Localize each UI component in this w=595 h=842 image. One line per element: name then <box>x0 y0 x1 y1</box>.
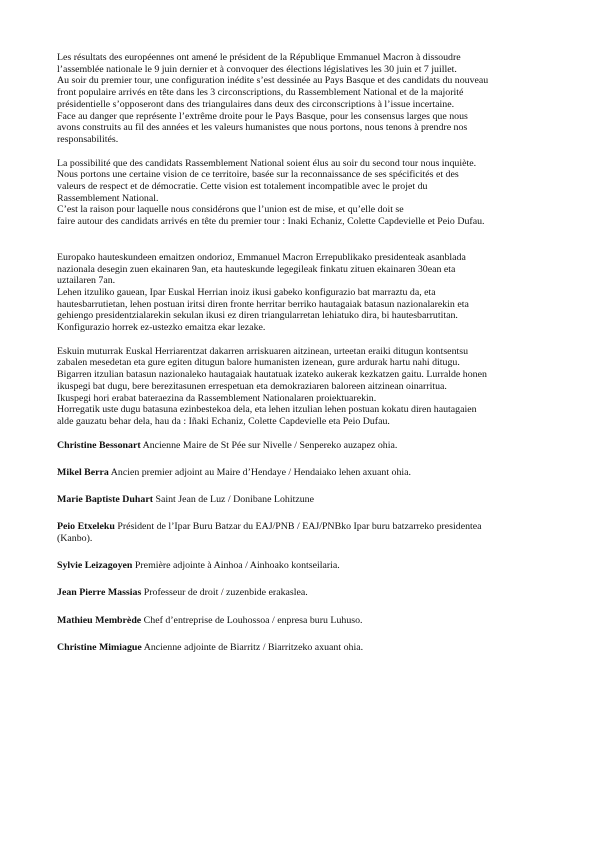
text-line: Lehen itzuliko gauean, Ipar Euskal Herrian inoiz ikusi gabeko konfigurazio bat marraztu da, eta <box>57 286 436 298</box>
signatory-name: Marie Baptiste Duhart <box>57 494 153 506</box>
text-line: avons construits au fil des années et les valeurs humanistes que nous portons, nous tenons à prendre nos <box>57 122 468 134</box>
text-line: Ikuspegi hori erabat bateraezina da Rassemblement Nationalaren proiektuarekin. <box>57 392 377 404</box>
text-line: nazionala desegin zuen ekainaren 9an, eta hauteskunde legegileak finkatu zituen ekainaren 30ean eta <box>57 263 456 275</box>
eu-paragraph-2 <box>57 346 545 428</box>
text-line: ikuspegi bat dugu, bere berezitasunen errespetuan eta demokraziaren baloreen aitzinean oinarritua. <box>57 380 447 392</box>
text-line: l’assemblée nationale le 9 juin dernier et à convoquer des élections législatives les 30 juin et 7 juillet. <box>57 63 457 75</box>
signatory-role: Ancienne Maire de St Pée sur Nivelle / Senpereko auzapez ohia. <box>140 439 398 451</box>
signatory-role: Professeur de droit / zuzenbide erakaslea. <box>141 587 308 599</box>
signatory-role: Ancien premier adjoint au Maire d’Hendaye / Hendaiako lehen axuant ohia. <box>108 466 411 478</box>
signatory-name: Sylvie Leizagoyen <box>57 560 133 572</box>
signatory <box>57 560 545 572</box>
signatory-role-continued: (Kanbo). <box>57 533 93 544</box>
signatory-role: Chef d’entreprise de Louhossoa / enpresa buru Luhuso. <box>141 614 363 626</box>
signatories-list <box>57 440 545 654</box>
fr-paragraph-2 <box>57 158 545 228</box>
text-line: Eskuin muturrak Euskal Herriarentzat dakarren arriskuaren aitzinean, urteetan eraiki ditugun kontsentsu <box>57 345 469 357</box>
paragraph-spacer <box>57 146 545 158</box>
text-line: La possibilité que des candidats Rassemblement National soient élus au soir du second tour nous inquiète. <box>57 157 477 169</box>
text-line: valeurs de respect et de démocratie. Cette vision est totalement incompatible avec le projet du <box>57 181 428 193</box>
text-line: présidentielle s’opposeront dans des triangulaires dans deux des circonscriptions à l’issue incertaine. <box>57 98 455 110</box>
signatory-name: Mikel Berra <box>57 466 109 478</box>
text-line: alde gauzatu behar dela, hau da : Iñaki Echaniz, Colette Capdevielle eta Peio Dufau. <box>57 415 390 427</box>
text-line: Bigarren itzulian batasun nazionaleko hautagaiak hautatuak izateko aukerak kezkatzen gaitu. Lurralde honen <box>57 369 487 381</box>
text-line: faire autour des candidats arrivés en tête du premier tour : Inaki Echaniz, Colette Capdevielle et Peio Dufau. <box>57 216 485 228</box>
signatory <box>57 521 545 544</box>
text-line: Les résultats des européennes ont amené le président de la République Emmanuel Macron à dissoudre <box>57 52 461 63</box>
signatory-role: Saint Jean de Luz / Donibane Lohitzune <box>153 494 314 506</box>
signatory <box>57 494 545 506</box>
text-line: front populaire arrivés en tête dans les 3 circonscriptions, du Rassemblement National et de la majorité <box>57 87 464 99</box>
text-line: Rassemblement National. <box>57 192 159 204</box>
signatory-name: Jean Pierre Massias <box>57 587 142 599</box>
text-line: zabalen mesedetan eta gure egiten ditugun balore humanisten izenean, gure ardurak hartu nahi ditugu. <box>57 357 460 369</box>
text-line: Europako hauteskundeen emaitzen ondorioz, Emmanuel Macron Errepublikako presidenteak asanblada <box>57 251 466 263</box>
text-line: Au soir du premier tour, une configuration inédite s’est dessinée au Pays Basque et des candidats du nouveau <box>57 75 489 87</box>
eu-paragraph-1 <box>57 252 545 334</box>
signatory-role: Première adjointe à Ainhoa / Ainhoako kontseilaria. <box>132 560 340 572</box>
signatory <box>57 587 545 599</box>
signatory <box>57 642 545 654</box>
text-line: gehiengo presidentzialarekin sekulan ikusi ez diren triangularretan lehiatuko dira, bi hautesbarrutitan. <box>57 310 458 322</box>
signatory-name: Christine Mimiague <box>57 641 142 653</box>
signatory-role: Président de l’Ipar Buru Batzar du EAJ/PNB / EAJ/PNBko Ipar buru batzarreko presidentea <box>114 521 482 533</box>
fr-paragraph-1 <box>57 52 545 146</box>
text-line: uztailaren 7an. <box>57 275 116 287</box>
text-line: Face au danger que représente l’extrême droite pour le Pays Basque, pour les consensus larges que nous <box>57 110 468 122</box>
signatory <box>57 467 545 479</box>
signatory-name: Mathieu Membrède <box>57 614 142 626</box>
signatory <box>57 615 545 627</box>
signatory <box>57 440 545 452</box>
signatory-name: Peio Etxeleku <box>57 521 115 533</box>
text-line: Horregatik uste dugu batasuna ezinbestekoa dela, eta lehen itzulian lehen postuan kokatu diren hautagaien <box>57 404 477 416</box>
text-line: Nous portons une certaine vision de ce territoire, basée sur la reconnaissance de ses spécificités et des <box>57 169 459 181</box>
text-line: C’est la raison pour laquelle nous considérons que l’union est de mise, et qu’elle doit se <box>57 204 404 216</box>
paragraph-spacer <box>57 334 545 346</box>
signatory-name: Christine Bessonart <box>57 439 141 451</box>
text-line: responsabilités. <box>57 133 119 145</box>
signatory-role: Ancienne adjointe de Biarritz / Biarritzeko axuant ohia. <box>141 641 364 653</box>
section-spacer <box>57 228 545 252</box>
text-line: Konfigurazio horrek ez-ustezko emaitza ekar lezake. <box>57 322 266 334</box>
text-line: hautesbarrutietan, lehen postuan iritsi diren fronte herritar berriko hautagaiak batasun nazionalarekin eta <box>57 298 469 310</box>
paragraph-spacer <box>57 428 545 440</box>
